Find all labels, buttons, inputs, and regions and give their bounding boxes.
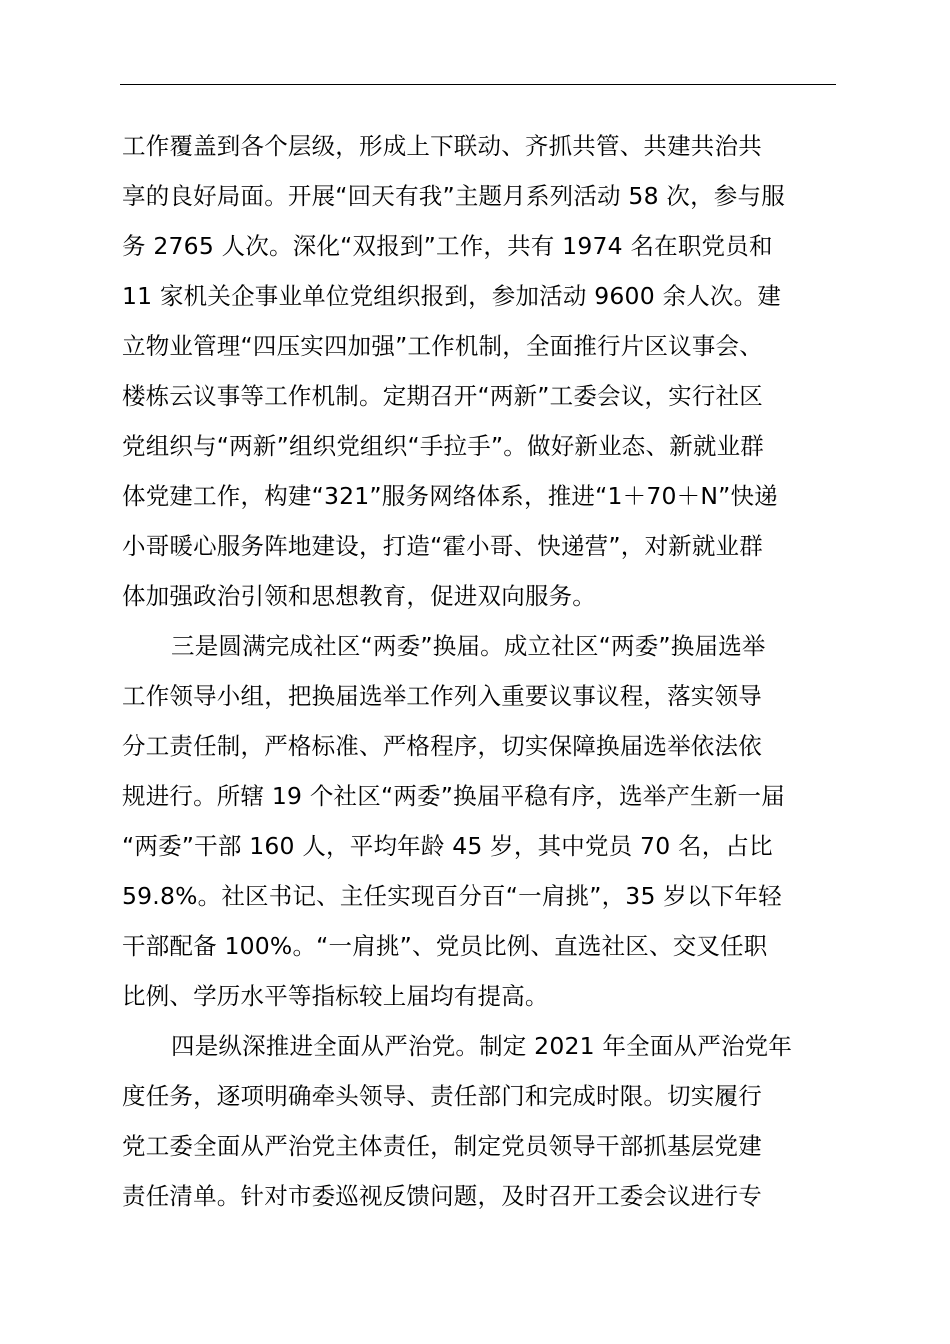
- paragraph-3-line-3: 党工委全面从严治党主体责任，制定党员领导干部抓基层党建: [122, 1132, 762, 1160]
- paragraph-1-line-10: 体加强政治引领和思想教育，促进双向服务。: [122, 582, 596, 610]
- paragraph-2-line-6: 59.8%。社区书记、主任实现百分百“一肩挑”，35 岁以下年轻: [122, 882, 782, 910]
- header-rule: [120, 84, 836, 85]
- paragraph-1-line-3: 务 2765 人次。深化“双报到”工作，共有 1974 名在职党员和: [122, 232, 773, 260]
- paragraph-3-line-2: 度任务，逐项明确牵头领导、责任部门和完成时限。切实履行: [122, 1082, 762, 1110]
- paragraph-1-line-1: 工作覆盖到各个层级，形成上下联动、齐抓共管、共建共治共: [122, 132, 762, 160]
- paragraph-2-line-3: 分工责任制，严格标准、严格程序，切实保障换届选举依法依: [122, 732, 762, 760]
- paragraph-2-line-1: 三是圆满完成社区“两委”换届。成立社区“两委”换届选举: [171, 632, 766, 660]
- paragraph-1-line-4: 11 家机关企事业单位党组织报到，参加活动 9600 余人次。建: [122, 282, 782, 310]
- paragraph-2-line-2: 工作领导小组，把换届选举工作列入重要议事议程，落实领导: [122, 682, 762, 710]
- paragraph-2-line-7: 干部配备 100%。“一肩挑”、党员比例、直选社区、交叉任职: [122, 932, 768, 960]
- paragraph-2-line-8: 比例、学历水平等指标较上届均有提高。: [122, 982, 549, 1010]
- paragraph-1-line-8: 体党建工作，构建“321”服务网络体系，推进“1＋70＋N”快递: [122, 482, 778, 510]
- paragraph-1-line-5: 立物业管理“四压实四加强”工作机制，全面推行片区议事会、: [122, 332, 763, 360]
- paragraph-1-line-6: 楼栋云议事等工作机制。定期召开“两新”工委会议，实行社区: [122, 382, 763, 410]
- paragraph-2-line-5: “两委”干部 160 人，平均年龄 45 岁，其中党员 70 名，占比: [122, 832, 773, 860]
- paragraph-1-line-7: 党组织与“两新”组织党组织“手拉手”。做好新业态、新就业群: [122, 432, 764, 460]
- paragraph-1-line-2: 享的良好局面。开展“回天有我”主题月系列活动 58 次，参与服: [122, 182, 785, 210]
- paragraph-1-line-9: 小哥暖心服务阵地建设，打造“霍小哥、快递营”，对新就业群: [122, 532, 763, 560]
- paragraph-3-line-1: 四是纵深推进全面从严治党。制定 2021 年全面从严治党年: [171, 1032, 793, 1060]
- paragraph-3-line-4: 责任清单。针对市委巡视反馈问题，及时召开工委会议进行专: [122, 1182, 762, 1210]
- paragraph-2-line-4: 规进行。所辖 19 个社区“两委”换届平稳有序，选举产生新一届: [122, 782, 785, 810]
